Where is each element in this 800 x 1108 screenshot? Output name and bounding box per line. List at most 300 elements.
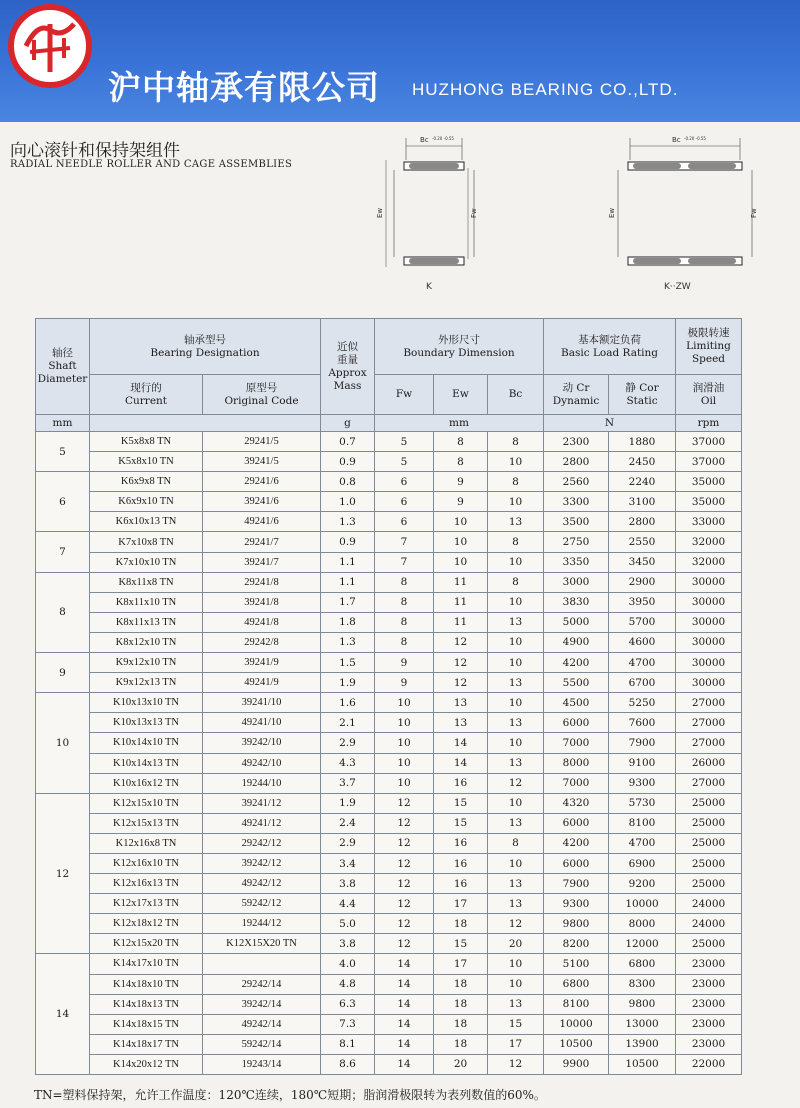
header-static: 静 Cor Static [609, 375, 676, 415]
cell-stat: 4600 [609, 632, 676, 652]
cell-fw: 14 [375, 1034, 434, 1054]
shaft-diameter-cell: 8 [36, 572, 90, 652]
cell-cur: K7x10x8 TN [90, 532, 203, 552]
cell-ew: 13 [434, 693, 488, 713]
cell-rpm: 25000 [676, 874, 742, 894]
cell-orig: 29242/8 [203, 632, 321, 652]
cell-fw: 14 [375, 1054, 434, 1074]
cell-cur: K9x12x10 TN [90, 653, 203, 673]
cell-stat: 7600 [609, 713, 676, 733]
cell-cur: K8x12x10 TN [90, 632, 203, 652]
cell-orig: 39241/7 [203, 552, 321, 572]
cell-ew: 16 [434, 773, 488, 793]
cell-rpm: 23000 [676, 974, 742, 994]
diagram-k-tol-label: -0.20 -0.55 [432, 136, 454, 141]
cell-fw: 12 [375, 934, 434, 954]
table-row [36, 1034, 742, 1054]
cell-mass: 2.1 [321, 713, 375, 733]
cell-stat: 5250 [609, 693, 676, 713]
cell-fw: 14 [375, 1014, 434, 1034]
cell-bc: 12 [488, 914, 544, 934]
cell-cur: K12x16x13 TN [90, 874, 203, 894]
cell-cur: K6x9x8 TN [90, 472, 203, 492]
cell-rpm: 27000 [676, 733, 742, 753]
table-row [36, 773, 742, 793]
cell-dyn: 10500 [544, 1034, 609, 1054]
table-row [36, 1054, 742, 1074]
cell-cur: K14x20x12 TN [90, 1054, 203, 1074]
cell-dyn: 7000 [544, 733, 609, 753]
diagram-k-fw-label: Fw [470, 208, 478, 218]
diagram-k-ew-label: Ew [376, 207, 384, 218]
table-row [36, 753, 742, 773]
cell-stat: 13000 [609, 1014, 676, 1034]
cell-dyn: 6000 [544, 813, 609, 833]
cell-orig: K12X15X20 TN [203, 934, 321, 954]
cell-bc: 10 [488, 592, 544, 612]
unit-mass: g [321, 415, 375, 432]
table-row [36, 512, 742, 532]
cell-bc: 13 [488, 813, 544, 833]
cell-fw: 8 [375, 632, 434, 652]
cell-rpm: 27000 [676, 693, 742, 713]
diagram-kzw-bc-label: Bc [672, 136, 681, 144]
cell-stat: 5700 [609, 612, 676, 632]
cell-rpm: 37000 [676, 432, 742, 452]
cell-fw: 10 [375, 693, 434, 713]
cell-dyn: 5000 [544, 612, 609, 632]
table-row [36, 874, 742, 894]
cell-stat: 9300 [609, 773, 676, 793]
cell-cur: K8x11x8 TN [90, 572, 203, 592]
cell-rpm: 25000 [676, 934, 742, 954]
section-title-cn: 向心滚针和保持架组件 [10, 141, 180, 161]
cell-mass: 8.1 [321, 1034, 375, 1054]
company-name-cn: 沪中轴承有限公司 [108, 68, 380, 107]
cell-stat: 2550 [609, 532, 676, 552]
cell-rpm: 25000 [676, 853, 742, 873]
cell-bc: 8 [488, 572, 544, 592]
table-row [36, 813, 742, 833]
cell-bc: 10 [488, 693, 544, 713]
cell-fw: 12 [375, 894, 434, 914]
cell-fw: 12 [375, 833, 434, 853]
cell-fw: 8 [375, 572, 434, 592]
cell-rpm: 33000 [676, 512, 742, 532]
cell-cur: K14x18x10 TN [90, 974, 203, 994]
cell-fw: 14 [375, 974, 434, 994]
cell-orig: 49241/6 [203, 512, 321, 532]
cell-bc: 8 [488, 833, 544, 853]
cell-bc: 10 [488, 452, 544, 472]
cell-fw: 12 [375, 853, 434, 873]
cell-bc: 13 [488, 612, 544, 632]
cell-mass: 5.0 [321, 914, 375, 934]
table-row [36, 914, 742, 934]
shaft-diameter-cell: 6 [36, 472, 90, 532]
cell-stat: 7900 [609, 733, 676, 753]
cell-stat: 13900 [609, 1034, 676, 1054]
cell-fw: 6 [375, 472, 434, 492]
cell-stat: 8100 [609, 813, 676, 833]
diagram-kzw-tol-label: -0.20 -0.55 [684, 136, 706, 141]
table-row [36, 552, 742, 572]
cell-rpm: 23000 [676, 954, 742, 974]
cell-dyn: 2800 [544, 452, 609, 472]
cell-mass: 4.3 [321, 753, 375, 773]
header-load: 基本额定负荷 Basic Load Rating [544, 319, 676, 375]
cell-ew: 20 [434, 1054, 488, 1074]
cell-dyn: 2560 [544, 472, 609, 492]
cell-dyn: 6000 [544, 713, 609, 733]
cell-fw: 9 [375, 673, 434, 693]
cell-dyn: 5100 [544, 954, 609, 974]
shaft-diameter-cell: 14 [36, 954, 90, 1075]
header-boundary: 外形尺寸 Boundary Dimension [375, 319, 544, 375]
cell-orig: 49241/12 [203, 813, 321, 833]
cell-cur: K10x14x13 TN [90, 753, 203, 773]
cell-orig: 39241/6 [203, 492, 321, 512]
cell-mass: 4.8 [321, 974, 375, 994]
cell-fw: 12 [375, 874, 434, 894]
cell-mass: 2.9 [321, 733, 375, 753]
header-fw: Fw [375, 375, 434, 415]
cell-bc: 10 [488, 552, 544, 572]
shaft-diameter-cell: 5 [36, 432, 90, 472]
header-banner [0, 0, 800, 122]
table-row [36, 632, 742, 652]
shaft-diameter-cell: 7 [36, 532, 90, 572]
cell-bc: 13 [488, 874, 544, 894]
cell-ew: 12 [434, 673, 488, 693]
diagram-kzw-ew-label: Ew [608, 207, 616, 218]
cell-fw: 12 [375, 793, 434, 813]
cell-cur: K12x16x10 TN [90, 853, 203, 873]
cell-stat: 5730 [609, 793, 676, 813]
cell-orig: 39241/10 [203, 693, 321, 713]
cell-fw: 10 [375, 733, 434, 753]
cell-dyn: 3300 [544, 492, 609, 512]
cell-fw: 5 [375, 432, 434, 452]
cell-dyn: 3830 [544, 592, 609, 612]
cell-rpm: 25000 [676, 833, 742, 853]
cell-mass: 4.0 [321, 954, 375, 974]
table-row [36, 974, 742, 994]
table-row [36, 452, 742, 472]
cell-bc: 10 [488, 954, 544, 974]
cell-orig: 39241/8 [203, 592, 321, 612]
unit-shaft: mm [36, 415, 90, 432]
cell-bc: 10 [488, 492, 544, 512]
bearing-spec-table [35, 318, 742, 1075]
cell-ew: 12 [434, 632, 488, 652]
cell-dyn: 4200 [544, 833, 609, 853]
table-row [36, 954, 742, 974]
cell-cur: K9x12x13 TN [90, 673, 203, 693]
cell-dyn: 7000 [544, 773, 609, 793]
cell-bc: 15 [488, 1014, 544, 1034]
cell-orig [203, 954, 321, 974]
cell-stat: 6900 [609, 853, 676, 873]
cell-rpm: 22000 [676, 1054, 742, 1074]
cell-ew: 9 [434, 472, 488, 492]
cell-fw: 14 [375, 994, 434, 1014]
table-row [36, 673, 742, 693]
cell-orig: 29241/5 [203, 432, 321, 452]
cell-dyn: 3350 [544, 552, 609, 572]
cell-bc: 10 [488, 853, 544, 873]
cell-ew: 18 [434, 1014, 488, 1034]
header-ew: Ew [434, 375, 488, 415]
cell-stat: 6700 [609, 673, 676, 693]
cell-ew: 18 [434, 1034, 488, 1054]
cell-dyn: 3500 [544, 512, 609, 532]
cell-mass: 3.8 [321, 874, 375, 894]
cell-stat: 3450 [609, 552, 676, 572]
cell-ew: 8 [434, 432, 488, 452]
cell-fw: 14 [375, 954, 434, 974]
cell-rpm: 30000 [676, 673, 742, 693]
cell-ew: 11 [434, 572, 488, 592]
cell-ew: 15 [434, 793, 488, 813]
cell-dyn: 8100 [544, 994, 609, 1014]
cell-dyn: 9800 [544, 914, 609, 934]
cell-orig: 19244/12 [203, 914, 321, 934]
cell-dyn: 8200 [544, 934, 609, 954]
cell-mass: 1.1 [321, 552, 375, 572]
cell-ew: 15 [434, 813, 488, 833]
cell-cur: K5x8x10 TN [90, 452, 203, 472]
cell-rpm: 32000 [676, 552, 742, 572]
cell-stat: 2800 [609, 512, 676, 532]
table-row [36, 432, 742, 452]
cell-stat: 2450 [609, 452, 676, 472]
cell-stat: 8000 [609, 914, 676, 934]
cell-mass: 1.9 [321, 673, 375, 693]
cell-ew: 16 [434, 853, 488, 873]
cell-bc: 17 [488, 1034, 544, 1054]
cell-fw: 7 [375, 552, 434, 572]
cell-cur: K5x8x8 TN [90, 432, 203, 452]
cell-mass: 0.7 [321, 432, 375, 452]
cell-ew: 10 [434, 552, 488, 572]
shaft-diameter-cell: 12 [36, 793, 90, 954]
cell-stat: 9100 [609, 753, 676, 773]
cell-cur: K14x17x10 TN [90, 954, 203, 974]
unit-speed: rpm [676, 415, 742, 432]
diagram-kzw [606, 130, 766, 290]
diagram-kzw-label: K··ZW [664, 282, 691, 292]
cell-stat: 9200 [609, 874, 676, 894]
header-original: 原型号 Original Code [203, 375, 321, 415]
cell-orig: 29241/7 [203, 532, 321, 552]
cell-dyn: 4320 [544, 793, 609, 813]
cell-ew: 18 [434, 974, 488, 994]
cell-rpm: 30000 [676, 632, 742, 652]
cell-orig: 29241/8 [203, 572, 321, 592]
cell-mass: 2.4 [321, 813, 375, 833]
table-row [36, 492, 742, 512]
table-row [36, 934, 742, 954]
table-row [36, 572, 742, 592]
table-row [36, 833, 742, 853]
cell-bc: 10 [488, 653, 544, 673]
table-row [36, 612, 742, 632]
cell-bc: 8 [488, 532, 544, 552]
cell-rpm: 35000 [676, 492, 742, 512]
diagram-kzw-fw-label: Fw [750, 208, 758, 218]
cell-bc: 10 [488, 632, 544, 652]
cell-orig: 49242/10 [203, 753, 321, 773]
cell-cur: K8x11x13 TN [90, 612, 203, 632]
cell-orig: 29241/6 [203, 472, 321, 492]
logo-mark-icon [20, 16, 80, 76]
cell-fw: 6 [375, 512, 434, 532]
cell-dyn: 2750 [544, 532, 609, 552]
cell-ew: 17 [434, 894, 488, 914]
cell-stat: 1880 [609, 432, 676, 452]
cell-fw: 8 [375, 592, 434, 612]
cell-mass: 1.0 [321, 492, 375, 512]
cell-rpm: 30000 [676, 653, 742, 673]
section-title-en: RADIAL NEEDLE ROLLER AND CAGE ASSEMBLIES [10, 159, 293, 170]
cell-bc: 13 [488, 753, 544, 773]
header-bc: Bc [488, 375, 544, 415]
cell-dyn: 10000 [544, 1014, 609, 1034]
header-speed: 极限转速 Limiting Speed [676, 319, 742, 375]
cell-dyn: 9300 [544, 894, 609, 914]
cell-ew: 11 [434, 612, 488, 632]
cell-mass: 4.4 [321, 894, 375, 914]
cell-fw: 9 [375, 653, 434, 673]
cell-stat: 9800 [609, 994, 676, 1014]
cell-stat: 4700 [609, 653, 676, 673]
cell-rpm: 27000 [676, 713, 742, 733]
shaft-diameter-cell: 9 [36, 653, 90, 693]
cell-rpm: 24000 [676, 894, 742, 914]
diagram-k [376, 132, 486, 292]
cell-stat: 4700 [609, 833, 676, 853]
diagram-k-bc-label: Bc [420, 136, 429, 144]
cell-orig: 49242/12 [203, 874, 321, 894]
cell-orig: 19243/14 [203, 1054, 321, 1074]
cell-fw: 6 [375, 492, 434, 512]
cell-ew: 17 [434, 954, 488, 974]
cell-dyn: 4900 [544, 632, 609, 652]
cell-mass: 1.7 [321, 592, 375, 612]
cell-rpm: 37000 [676, 452, 742, 472]
table-row [36, 793, 742, 813]
cell-mass: 3.4 [321, 853, 375, 873]
header-current: 现行的 Current [90, 375, 203, 415]
cell-dyn: 2300 [544, 432, 609, 452]
cell-orig: 29242/14 [203, 974, 321, 994]
cell-rpm: 30000 [676, 572, 742, 592]
cell-orig: 39242/12 [203, 853, 321, 873]
cell-ew: 18 [434, 994, 488, 1014]
table-row [36, 472, 742, 492]
cell-orig: 59242/14 [203, 1034, 321, 1054]
cell-fw: 10 [375, 713, 434, 733]
cell-cur: K14x18x13 TN [90, 994, 203, 1014]
footnote: TN=塑料保持架，允许工作温度：120℃连续，180℃短期；脂润滑极限转为表列数值的60%。 [34, 1088, 546, 1102]
cell-ew: 14 [434, 733, 488, 753]
cell-cur: K10x13x13 TN [90, 713, 203, 733]
header-mass: 近似 重量 Approx Mass [321, 319, 375, 415]
cell-bc: 8 [488, 432, 544, 452]
cell-bc: 10 [488, 974, 544, 994]
cell-fw: 8 [375, 612, 434, 632]
cell-stat: 3950 [609, 592, 676, 612]
cell-mass: 8.6 [321, 1054, 375, 1074]
cell-cur: K8x11x10 TN [90, 592, 203, 612]
unit-dims: mm [375, 415, 544, 432]
cell-ew: 14 [434, 753, 488, 773]
cell-cur: K12x15x13 TN [90, 813, 203, 833]
cell-orig: 49241/9 [203, 673, 321, 693]
cell-mass: 3.8 [321, 934, 375, 954]
cell-orig: 49242/14 [203, 1014, 321, 1034]
table-row [36, 1014, 742, 1034]
cell-rpm: 25000 [676, 813, 742, 833]
cell-rpm: 24000 [676, 914, 742, 934]
cell-ew: 11 [434, 592, 488, 612]
cell-ew: 16 [434, 874, 488, 894]
cell-rpm: 23000 [676, 1014, 742, 1034]
cell-orig: 39241/12 [203, 793, 321, 813]
cell-rpm: 23000 [676, 994, 742, 1014]
header-oil: 润滑油 Oil [676, 375, 742, 415]
cell-stat: 8300 [609, 974, 676, 994]
cell-orig: 39241/9 [203, 653, 321, 673]
cell-ew: 15 [434, 934, 488, 954]
cell-fw: 5 [375, 452, 434, 472]
cell-cur: K12x18x12 TN [90, 914, 203, 934]
table-row [36, 733, 742, 753]
cell-rpm: 26000 [676, 753, 742, 773]
cell-cur: K6x10x13 TN [90, 512, 203, 532]
cell-mass: 0.9 [321, 532, 375, 552]
cell-fw: 12 [375, 914, 434, 934]
cell-cur: K10x13x10 TN [90, 693, 203, 713]
table-row [36, 532, 742, 552]
cell-cur: K10x16x12 TN [90, 773, 203, 793]
cell-ew: 10 [434, 532, 488, 552]
cell-rpm: 30000 [676, 592, 742, 612]
cell-stat: 2900 [609, 572, 676, 592]
cell-cur: K12x17x13 TN [90, 894, 203, 914]
cell-bc: 13 [488, 713, 544, 733]
cell-cur: K14x18x17 TN [90, 1034, 203, 1054]
cell-mass: 1.3 [321, 512, 375, 532]
cell-rpm: 30000 [676, 612, 742, 632]
cell-orig: 39242/10 [203, 733, 321, 753]
cell-dyn: 6800 [544, 974, 609, 994]
cell-ew: 10 [434, 512, 488, 532]
cell-rpm: 27000 [676, 773, 742, 793]
cell-ew: 8 [434, 452, 488, 472]
table-row [36, 713, 742, 733]
cell-cur: K12x15x10 TN [90, 793, 203, 813]
table-row [36, 894, 742, 914]
cell-mass: 0.8 [321, 472, 375, 492]
cell-bc: 13 [488, 512, 544, 532]
cell-dyn: 3000 [544, 572, 609, 592]
table-row [36, 653, 742, 673]
cell-rpm: 25000 [676, 793, 742, 813]
cell-dyn: 9900 [544, 1054, 609, 1074]
cell-stat: 12000 [609, 934, 676, 954]
